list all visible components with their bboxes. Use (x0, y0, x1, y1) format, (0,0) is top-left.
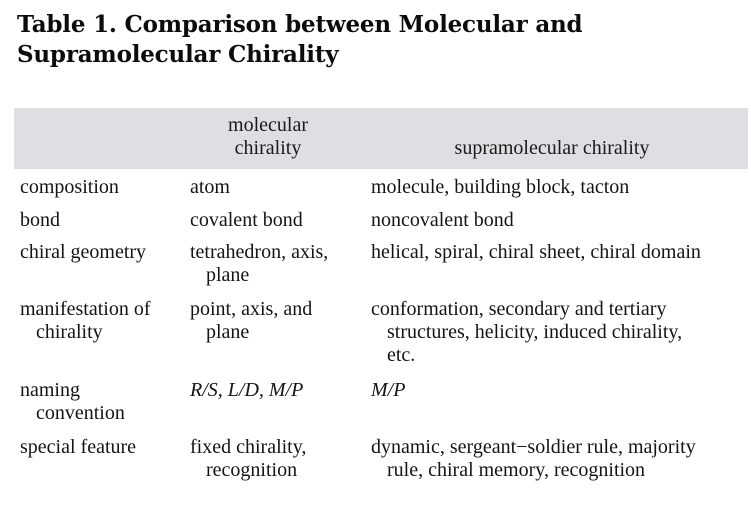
row-label-line1: bond (20, 209, 60, 231)
molecular-cell (190, 209, 303, 232)
supramolecular-cell-line1: dynamic, sergeant−soldier rule, majority (371, 436, 696, 458)
molecular-cell-line1: fixed chirality, (190, 436, 307, 458)
supramolecular-cell-line2: rule, chiral memory, recognition (387, 459, 646, 481)
molecular-cell-line1: point, axis, and (190, 298, 313, 320)
column-header-molecular-line1: molecular (228, 114, 308, 136)
supramolecular-cell-line1: helical, spiral, chiral sheet, chiral domain (371, 241, 701, 263)
row-label (20, 209, 60, 232)
row-label-line1: chiral geometry (20, 241, 147, 263)
column-header-supramolecular: supramolecular chirality (454, 137, 650, 159)
molecular-cell-line1: R/S, L/D, M/P (190, 379, 304, 401)
row-label-line2: convention (36, 402, 125, 424)
molecular-cell-line1: atom (190, 176, 230, 198)
row-label-line1: manifestation of (20, 298, 151, 320)
supramolecular-cell-line1: M/P (371, 379, 406, 401)
supramolecular-cell-line1: conformation, secondary and tertiary (371, 298, 667, 320)
row-label (20, 298, 151, 344)
supramolecular-cell (371, 298, 682, 367)
supramolecular-cell (371, 209, 514, 232)
row-label-line1: special feature (20, 436, 137, 458)
supramolecular-cell-line2: structures, helicity, induced chirality, (387, 321, 683, 343)
supramolecular-cell (371, 379, 405, 402)
row-label (20, 241, 146, 264)
molecular-cell (190, 176, 230, 199)
molecular-cell-line1: tetrahedron, axis, (190, 241, 329, 263)
row-label (20, 176, 119, 199)
molecular-cell-line1: covalent bond (190, 209, 303, 231)
supramolecular-cell (371, 241, 701, 264)
row-label (20, 379, 125, 425)
row-label-line2: chirality (36, 321, 103, 343)
molecular-cell (190, 379, 303, 402)
column-header-molecular-line2: chirality (234, 137, 302, 159)
molecular-cell (190, 298, 312, 344)
molecular-cell-line2: plane (206, 264, 250, 286)
row-label-line1: naming (20, 379, 80, 401)
molecular-cell (190, 436, 306, 482)
supramolecular-cell-line1: molecule, building block, tacton (371, 176, 630, 198)
supramolecular-cell (371, 436, 696, 482)
molecular-cell-line2: recognition (206, 459, 298, 481)
table-title: Table 1. Comparison between Molecular and Supramolecular Chirality (17, 11, 583, 68)
column-header-molecular (188, 114, 348, 160)
molecular-cell (190, 241, 328, 287)
row-label (20, 436, 136, 459)
molecular-cell-line2: plane (206, 321, 250, 343)
row-label-line1: composition (20, 176, 119, 198)
supramolecular-cell-line3: etc. (387, 344, 416, 366)
supramolecular-cell (371, 176, 629, 199)
supramolecular-cell-line1: noncovalent bond (371, 209, 514, 231)
